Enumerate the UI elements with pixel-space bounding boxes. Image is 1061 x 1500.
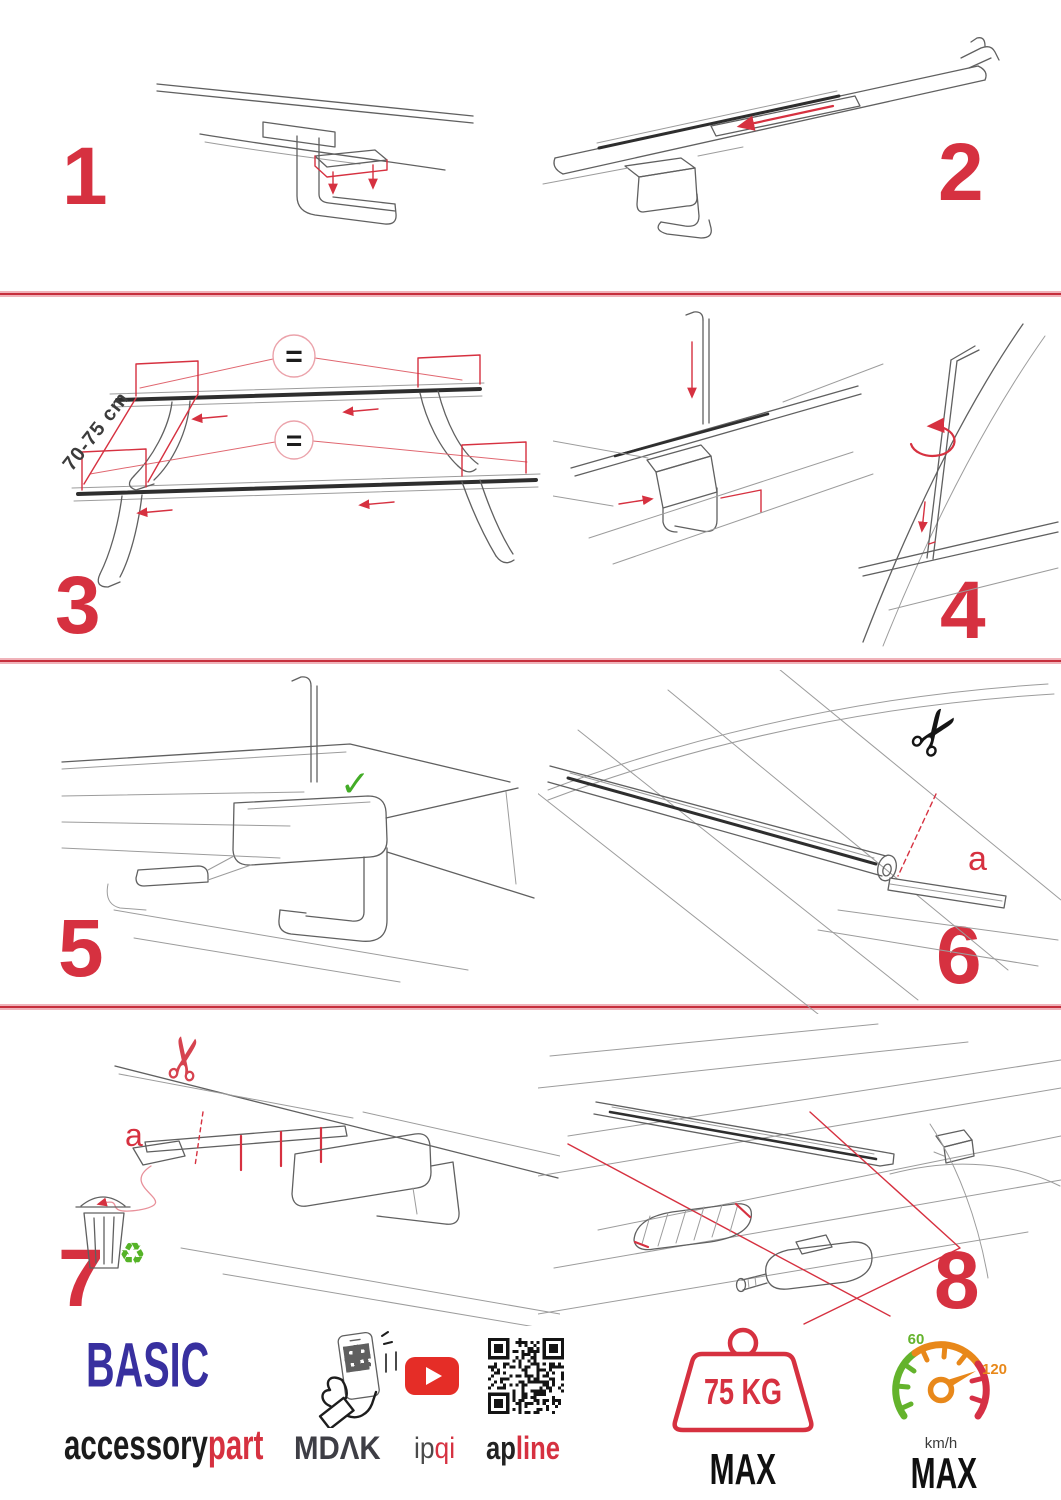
phone-qr-scan-icon xyxy=(312,1328,400,1428)
step-8-illustration xyxy=(538,1016,1061,1326)
youtube-icon xyxy=(404,1356,460,1396)
logo-ipqi-black: ip xyxy=(414,1432,435,1465)
t-bolt-adapter xyxy=(766,1242,872,1289)
speed-max-label: MAX xyxy=(910,1449,978,1498)
allen-key xyxy=(311,686,317,782)
logo-apline-red: line xyxy=(515,1430,560,1466)
recycle-icon: ♻ xyxy=(119,1237,146,1272)
step-3-illustration xyxy=(22,306,557,601)
rubber-strip xyxy=(145,1126,347,1152)
step-7-illustration xyxy=(33,1016,560,1326)
brand-logo-red: part xyxy=(207,1421,264,1468)
step-7-number: 7 xyxy=(58,1233,104,1324)
weight-limit-icon xyxy=(668,1326,818,1438)
step-6-illustration xyxy=(538,670,1061,1014)
logo-ipqi xyxy=(414,1434,455,1464)
part-a-label: a xyxy=(125,1117,143,1153)
rotate-arrow xyxy=(911,426,955,456)
step-4-number: 4 xyxy=(940,565,986,656)
scissors-icon: ✂ xyxy=(890,690,981,775)
step-2-illustration xyxy=(533,16,1025,256)
weight-value: 75 KG xyxy=(704,1371,782,1412)
allen-key xyxy=(927,360,957,559)
step-2-number: 2 xyxy=(938,127,984,218)
step-6-number: 6 xyxy=(936,910,982,1001)
logo-apline-black: ap xyxy=(486,1430,516,1466)
equal-symbol: = xyxy=(285,340,303,373)
weight-max-label: MAX xyxy=(709,1445,777,1494)
scissors-icon: ✂ xyxy=(147,1028,224,1089)
zoom-leader xyxy=(804,1112,960,1324)
logo-apline xyxy=(486,1432,560,1464)
speed-unit-label: km/h xyxy=(924,1435,958,1452)
step-8-number: 8 xyxy=(934,1235,980,1326)
speedometer-icon xyxy=(876,1328,1012,1458)
zoom-leader xyxy=(568,1144,890,1316)
step-5-illustration xyxy=(48,670,562,1014)
step-1-illustration xyxy=(145,46,485,281)
product-name: BASIC xyxy=(86,1329,210,1401)
distance-label: 70-75 cm xyxy=(58,387,134,476)
speed-min-label: 60 xyxy=(907,1331,925,1348)
cut-line xyxy=(898,794,936,876)
brand-logo xyxy=(64,1421,264,1468)
check-icon: ✓ xyxy=(340,764,371,805)
step-3-number: 3 xyxy=(55,560,101,651)
equal-symbol: = xyxy=(285,425,303,456)
speed-max-tick-label: 120 xyxy=(982,1361,1008,1378)
section-divider xyxy=(0,658,1061,664)
qr-code-icon xyxy=(488,1338,564,1414)
brand-logo-black: accessory xyxy=(64,1421,208,1468)
cut-line xyxy=(195,1112,203,1166)
logo-mdak: MDΛK xyxy=(294,1430,381,1466)
step-4-illustration xyxy=(553,306,1061,656)
logo-ipqi-red: qi xyxy=(434,1432,456,1465)
step-5-number: 5 xyxy=(58,903,104,994)
section-divider xyxy=(0,291,1061,297)
part-a-label: a xyxy=(968,840,987,878)
step-1-number: 1 xyxy=(62,131,108,222)
